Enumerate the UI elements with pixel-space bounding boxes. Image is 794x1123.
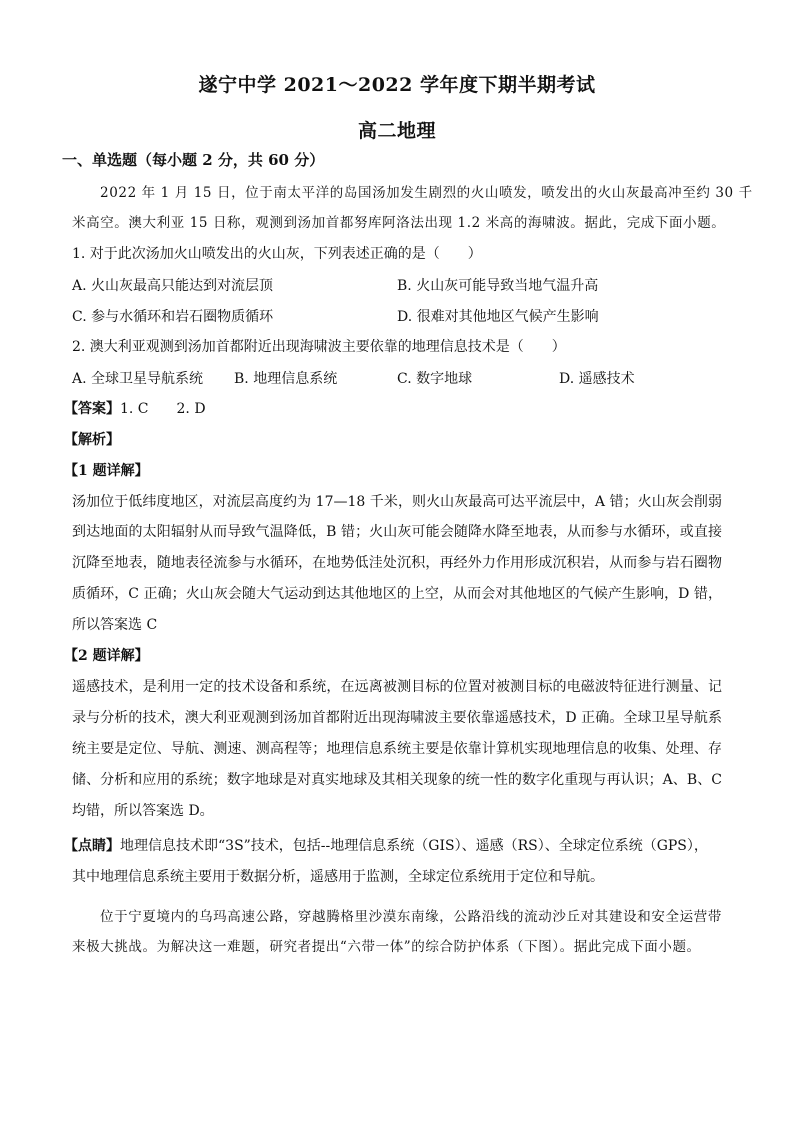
detail1-line-3: 沉降至地表，随地表径流参与水循环，在地势低洼处沉积，再经外力作用形成沉积岩，从而参与岩石圈物	[72, 555, 722, 571]
tip-text-1: 地理信息技术即“3S”技术，包括--地理信息系统（GIS）、遥感（RS）、全球定位系统（GPS），	[120, 838, 708, 854]
material1-line-1: 2022 年 1 月 15 日，位于南太平洋的岛国汤加发生剧烈的火山喷发，喷发出的火山灰最高冲至约 30 千	[100, 185, 753, 201]
tip-label: 【点睛】	[64, 838, 120, 854]
q2-option-c[interactable]: C. 数字地球	[397, 371, 473, 387]
q2-option-b[interactable]: B. 地理信息系统	[234, 371, 338, 387]
tip-line-2: 其中地理信息系统主要用于数据分析，遥感用于监测，全球定位系统用于定位和导航。	[72, 869, 604, 885]
detail1-line-5: 所以答案选 C	[72, 617, 158, 633]
answer-label: 【答案】	[64, 401, 120, 417]
section-heading: 一、单选题（每小题 2 分，共 60 分）	[62, 151, 325, 169]
detail2-line-1: 遥感技术，是利用一定的技术设备和系统，在远离被测目标的位置对被测目标的电磁波特征进行测量、记	[72, 679, 722, 695]
exam-title: 遂宁中学 2021～2022 学年度下期半期考试	[198, 74, 596, 96]
q2-option-d[interactable]: D. 遥感技术	[559, 371, 635, 387]
tip-line-1	[64, 836, 722, 856]
q1-option-d[interactable]: D. 很难对其他地区气候产生影响	[397, 309, 599, 325]
q2-stem: 2. 澳大利亚观测到汤加首都附近出现海啸波主要依靠的地理信息技术是（ ）	[72, 339, 566, 355]
answer-line	[64, 399, 714, 419]
detail1-line-1: 汤加位于低纬度地区，对流层高度约为 17—18 千米，则火山灰最高可达平流层中，A 错；火山灰会削弱	[72, 494, 722, 510]
answer-text: 1. C 2. D	[120, 401, 206, 417]
detail2-line-4: 储、分析和应用的系统；数字地球是对真实地球及其相关现象的统一性的数字化重现与再认识；A、B、C	[72, 772, 722, 788]
q1-option-c[interactable]: C. 参与水循环和岩石圈物质循环	[72, 309, 274, 325]
exam-subject: 高二地理	[357, 120, 436, 142]
detail2-line-5: 均错，所以答案选 D。	[72, 803, 214, 819]
q1-options-row-1	[72, 275, 722, 295]
detail2-label: 【2 题详解】	[64, 648, 149, 664]
detail1-line-2: 到达地面的太阳辐射从而导致气温降低，B 错；火山灰可能会随降水降至地表，从而参与水循环，或直接	[72, 524, 722, 540]
q1-stem: 1. 对于此次汤加火山喷发出的火山灰，下列表述正确的是（ ）	[72, 246, 482, 262]
material2-line-2: 来极大挑战。为解决这一难题，研究者提出“六带一体”的综合防护体系（下图）。据此完成下面小题。	[72, 939, 701, 955]
detail1-label: 【1 题详解】	[64, 463, 149, 479]
detail2-line-3: 统主要是定位、导航、测速、测高程等；地理信息系统主要是依靠计算机实现地理信息的收集、处理、存	[72, 741, 722, 757]
q2-options-row	[72, 368, 722, 388]
detail1-line-4: 质循环，C 正确；火山灰会随大气运动到达其他地区的上空，从而会对其他地区的气候产生影响，D 错，	[72, 586, 722, 602]
q1-option-a[interactable]: A. 火山灰最高只能达到对流层顶	[72, 278, 274, 294]
q1-options-row-2	[72, 306, 722, 326]
q2-option-a[interactable]: A. 全球卫星导航系统	[72, 371, 204, 387]
material2-line-1: 位于宁夏境内的乌玛高速公路，穿越腾格里沙漠东南缘，公路沿线的流动沙丘对其建设和安全运营带	[100, 909, 722, 925]
detail2-line-2: 录与分析的技术，澳大利亚观测到汤加首都附近出现海啸波主要依靠遥感技术，D 正确。全球卫星导航系	[72, 710, 722, 726]
q1-option-b[interactable]: B. 火山灰可能导致当地气温升高	[397, 278, 599, 294]
analysis-label: 【解析】	[64, 432, 120, 448]
material1-line-2: 米高空。澳大利亚 15 日称，观测到汤加首都努库阿洛法出现 1.2 米高的海啸波。据此，完成下面小题。	[72, 215, 726, 231]
